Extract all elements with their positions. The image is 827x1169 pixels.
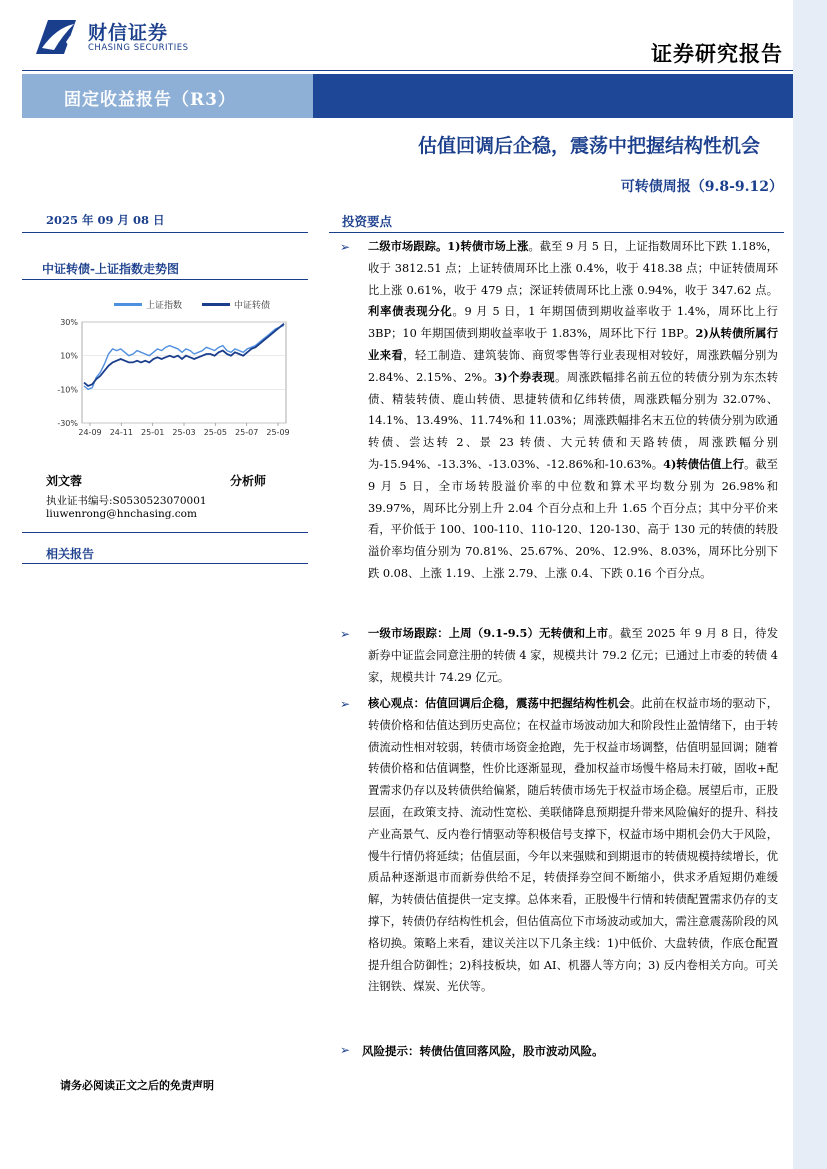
bullet-icon: ➢ bbox=[340, 240, 351, 254]
analyst-email: liuwenrong@hnchasing.com bbox=[46, 508, 197, 520]
sidebar-divider bbox=[22, 563, 308, 564]
series-line-cb bbox=[84, 324, 284, 386]
brand-name-cn: 财信证券 bbox=[88, 22, 169, 44]
y-tick-label: -10% bbox=[57, 385, 78, 395]
highlights-title: 投资要点 bbox=[342, 214, 393, 229]
banner-right-block bbox=[313, 74, 793, 118]
report-category-banner: 固定收益报告（R3） bbox=[64, 90, 236, 110]
analyst-name: 刘文蓉 bbox=[46, 474, 83, 488]
highlights-divider bbox=[329, 232, 784, 233]
bullet-icon: ➢ bbox=[340, 1043, 351, 1057]
right-margin-stripe bbox=[793, 0, 827, 1169]
chart-plot-area bbox=[44, 292, 302, 440]
x-tick-label: 25-07 bbox=[235, 428, 259, 437]
chart-frame bbox=[82, 322, 286, 423]
related-reports-title: 相关报告 bbox=[46, 547, 95, 561]
report-date: 2025 年 09 月 08 日 bbox=[46, 213, 165, 227]
x-tick-label: 25-03 bbox=[172, 428, 196, 437]
y-tick-label: -30% bbox=[57, 419, 78, 428]
disclaimer-note: 请务必阅读正文之后的免责声明 bbox=[60, 1079, 214, 1092]
x-tick-label: 25-01 bbox=[141, 428, 165, 437]
risk-warning: 风险提示：转债估值回落风险，股市波动风险。 bbox=[362, 1044, 604, 1058]
report-subtitle: 可转债周报（9.8-9.12） bbox=[620, 179, 783, 195]
sidebar-divider bbox=[22, 279, 308, 280]
legend-label-sse: 上证指数 bbox=[146, 301, 183, 311]
x-tick-label: 24-11 bbox=[109, 428, 133, 437]
report-title: 估值回调后企稳，震荡中把握结构性机会 bbox=[417, 135, 760, 157]
x-tick-label: 25-05 bbox=[203, 428, 227, 437]
highlight-paragraph-secondary-market: 二级市场跟踪。1)转债市场上涨。截至 9 月 5 日，上证指数周环比下跌 1.18%，收于 3812.51 点；上证转债周环比上涨 0.4%，收于 418.38 点；中证转债周环比上涨 0.61%，收于 479 点；深证转债周环比上涨 0.94%，收于 347.62 点。利率债表现分化。9 月 5 日，1 年期国债到期收益率收于 1.4%，周环比上行 3BP；10 年期国债到期收益率收于 1.83%，周环比下行 1BP。2)从转债所属行业来看，轻工制造、建筑装饰、商贸零售等行业表现相对较好，周涨跌幅分别为 2.84%、2.15%、2%。3)个券表现。周涨跌幅排名前五位的转债分别为东杰转债、精装转债、鹿山转债、思捷转债和亿纬转债，周涨跌幅分别为 32.07%、14.1%、13.49%、11.74%和 11.03%；周涨跌幅排名末五位的转债分别为欧通转债、尝达转 2、景 23 转债、大元转债和天路转债，周涨跌幅分别为-15.94%、-13.3%、-13.03%、-12.86%和-10.63%。4)转债估值上行。截至 9 月 5 日，全市场转股溢价率的中位数和算术平均数分别为 26.98%和 39.97%，周环比分别上升 2.04 个百分点和上升 1.65 个百分点；其中分平价来看，平价低于 100、100-110、110-120、120-130、高于 130 元的转债的转股溢价率均值分别为 70.81%、25.67%、20%、12.9%、8.03%，周环比分别下跌 0.08、上涨 1.19、上涨 2.79、上涨 0.4、下跌 0.16 个百分点。 bbox=[368, 239, 778, 580]
y-tick-label: 30% bbox=[60, 318, 78, 327]
trend-chart bbox=[44, 292, 302, 440]
sidebar-divider bbox=[22, 532, 308, 533]
y-tick-label: 10% bbox=[60, 351, 78, 361]
bullet-icon: ➢ bbox=[340, 627, 351, 641]
highlight-paragraph-primary-market: 一级市场跟踪：上周（9.1-9.5）无转债和上市。截至 2025 年 9 月 8 日，待发新券中证监会同意注册的转债 4 家，规模共计 79.2 亿元；已通过上市委的转债 4 家，规模共计 74.29 亿元。 bbox=[368, 626, 779, 684]
x-tick-label: 25-09 bbox=[266, 428, 290, 437]
analyst-cert: 执业证书编号:S0530523070001 bbox=[46, 495, 207, 507]
sidebar-divider bbox=[22, 232, 308, 233]
bullet-icon: ➢ bbox=[340, 697, 351, 711]
legend-label-cb: 中证转债 bbox=[234, 301, 271, 311]
x-tick-label: 24-09 bbox=[78, 428, 102, 437]
document-type: 证券研究报告 bbox=[651, 41, 783, 66]
header-divider bbox=[22, 70, 793, 71]
chart-title: 中证转债-上证指数走势图 bbox=[42, 262, 179, 276]
brand-name-en: CHASING SECURITIES bbox=[88, 43, 189, 53]
highlight-paragraph-core-view: 核心观点：估值回调后企稳，震荡中把握结构性机会。此前在权益市场的驱动下，转债价格和估值达到历史高位；在权益市场波动加大和阶段性止盈情绪下，由于转债流动性相对较弱，转债市场资金抢跑，先于权益市场调整，估值明显回调；随着转债价格和估值调整，性价比逐渐显现，叠加权益市场慢牛格局未打破，固收+配置需求仍存以及转债供给偏紧，随后转债市场先于权益市场企稳。展望后市，正股层面，在政策支持、流动性宽松、美联储降息预期提升带来风险偏好的提升、科技产业高景气、反内卷行情驱动等积极信号支撑下，权益市场中期机会仍大于风险，慢牛行情仍将延续；估值层面，今年以来强赎和到期退市的转债规模持续增长，优质品种逐渐退市而新券供给不足，转债择券空间不断缩小，供求矛盾短期仍难缓解，为转债估值提供一定支撑。总体来看，正股慢牛行情和转债配置需求仍存的支撑下，转债仍存结构性机会，但估值高位下市场波动或加大，需注意震荡阶段的风格切换。策略上来看，建议关注以下几条主线：1)中低价、大盘转债，作底仓配置提升组合防御性；2)科技板块，如 AI、机器人等方向；3) 反内卷相关方向。可关注钢铁、煤炭、光伏等。 bbox=[368, 696, 778, 994]
analyst-role: 分析师 bbox=[230, 474, 267, 488]
brand-logo-icon bbox=[32, 14, 80, 58]
